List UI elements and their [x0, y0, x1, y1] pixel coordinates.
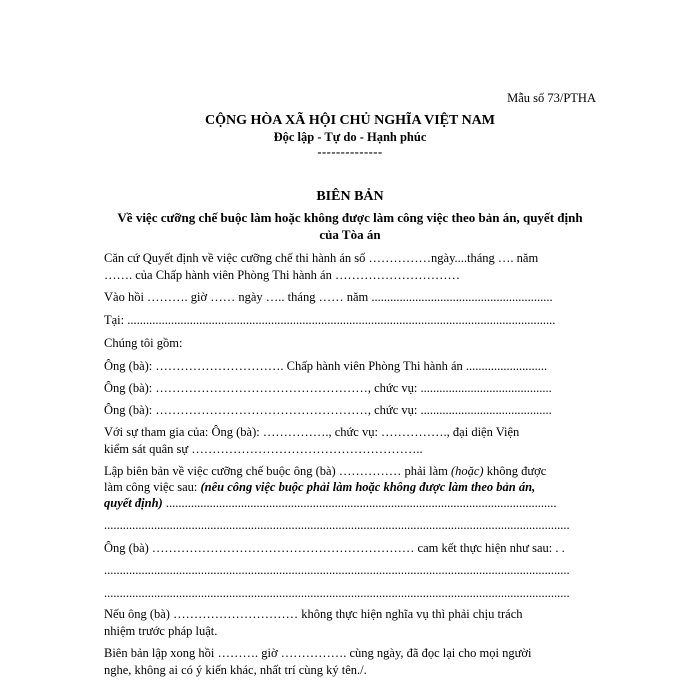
- record-or-note: (hoặc): [450, 464, 484, 478]
- record-instruction-note-end: quyết định): [104, 496, 163, 510]
- document-subtitle-line2: của Tòa án: [319, 227, 381, 242]
- basis-line-1: Căn cứ Quyết định về việc cưỡng chế thi hành án số ……………ngày....tháng …. năm: [104, 251, 539, 265]
- place-line: Tại: .........................................................................................................................................: [104, 313, 556, 327]
- document-title: BIÊN BẢN: [316, 189, 384, 204]
- member-line-1: Ông (bà): …………………………. Chấp hành viên Phòng Thi hành án ..........................: [104, 359, 548, 373]
- record-text: làm công việc sau:: [104, 480, 201, 494]
- liability-line-2: nhiệm trước pháp luật.: [104, 624, 218, 638]
- header-separator: --------------: [317, 145, 383, 159]
- member-line-3: Ông (bà): ……………………………………………, chức vụ: ..........................................: [104, 403, 552, 417]
- record-instruction-note: (nêu công việc buộc phải làm hoặc không được làm theo bản án,: [200, 480, 536, 494]
- time-line: Vào hồi ………. giờ …… ngày ….. tháng …… năm ..........................................................: [104, 290, 553, 304]
- national-title: CỘNG HÒA XÃ HỘI CHỦ NGHĨA VIỆT NAM: [204, 113, 495, 128]
- record-line-3: [104, 496, 598, 511]
- liability-line-1: Nếu ông (bà) ………………………… không thực hiện nghĩa vụ thì phải chịu trách: [104, 607, 523, 621]
- participant-line-2: kiểm sát quân sự ………………………………………………..: [104, 442, 423, 456]
- member-line-2: Ông (bà): ……………………………………………, chức vụ: ..........................................: [104, 381, 552, 395]
- basis-line-2: ……. của Chấp hành viên Phòng Thi hành án …………………………: [104, 268, 460, 282]
- form-code: Mẫu số 73/PTHA: [507, 91, 596, 105]
- record-text: Lập biên bản về việc cưỡng chế buộc ông (bà) …………… phải làm: [104, 464, 451, 478]
- participant-line-1: Với sự tham gia của: Ông (bà): ……………., chức vụ: ……………., đại diện Viện: [104, 425, 520, 439]
- document-subtitle-line1: Về việc cưỡng chế buộc làm hoặc không được làm công việc theo bản án, quyết định: [117, 210, 583, 225]
- commitment-line: Ông (bà) ……………………………………………………… cam kết thực hiện như sau: . .: [104, 541, 565, 555]
- record-text-end: không được: [483, 464, 547, 478]
- national-motto: Độc lập - Tự do - Hạnh phúc: [273, 130, 427, 144]
- members-heading: Chúng tôi gồm:: [104, 336, 183, 350]
- commitment-blank-line-2: .....................................................................................................................................................: [104, 586, 570, 600]
- record-line-1: [104, 464, 598, 479]
- closing-line-2: nghe, không ai có ý kiến khác, nhất trí cùng ký tên./.: [104, 663, 367, 677]
- closing-line-1: Biên bản lập xong hồi ………. giờ ……………. cùng ngày, đã đọc lại cho mọi người: [104, 646, 532, 660]
- record-blank-line: .....................................................................................................................................................: [104, 518, 570, 532]
- record-line-2: [104, 480, 598, 495]
- commitment-blank-line-1: .....................................................................................................................................................: [104, 563, 570, 577]
- record-dots: .............................................................................................................................: [162, 496, 557, 510]
